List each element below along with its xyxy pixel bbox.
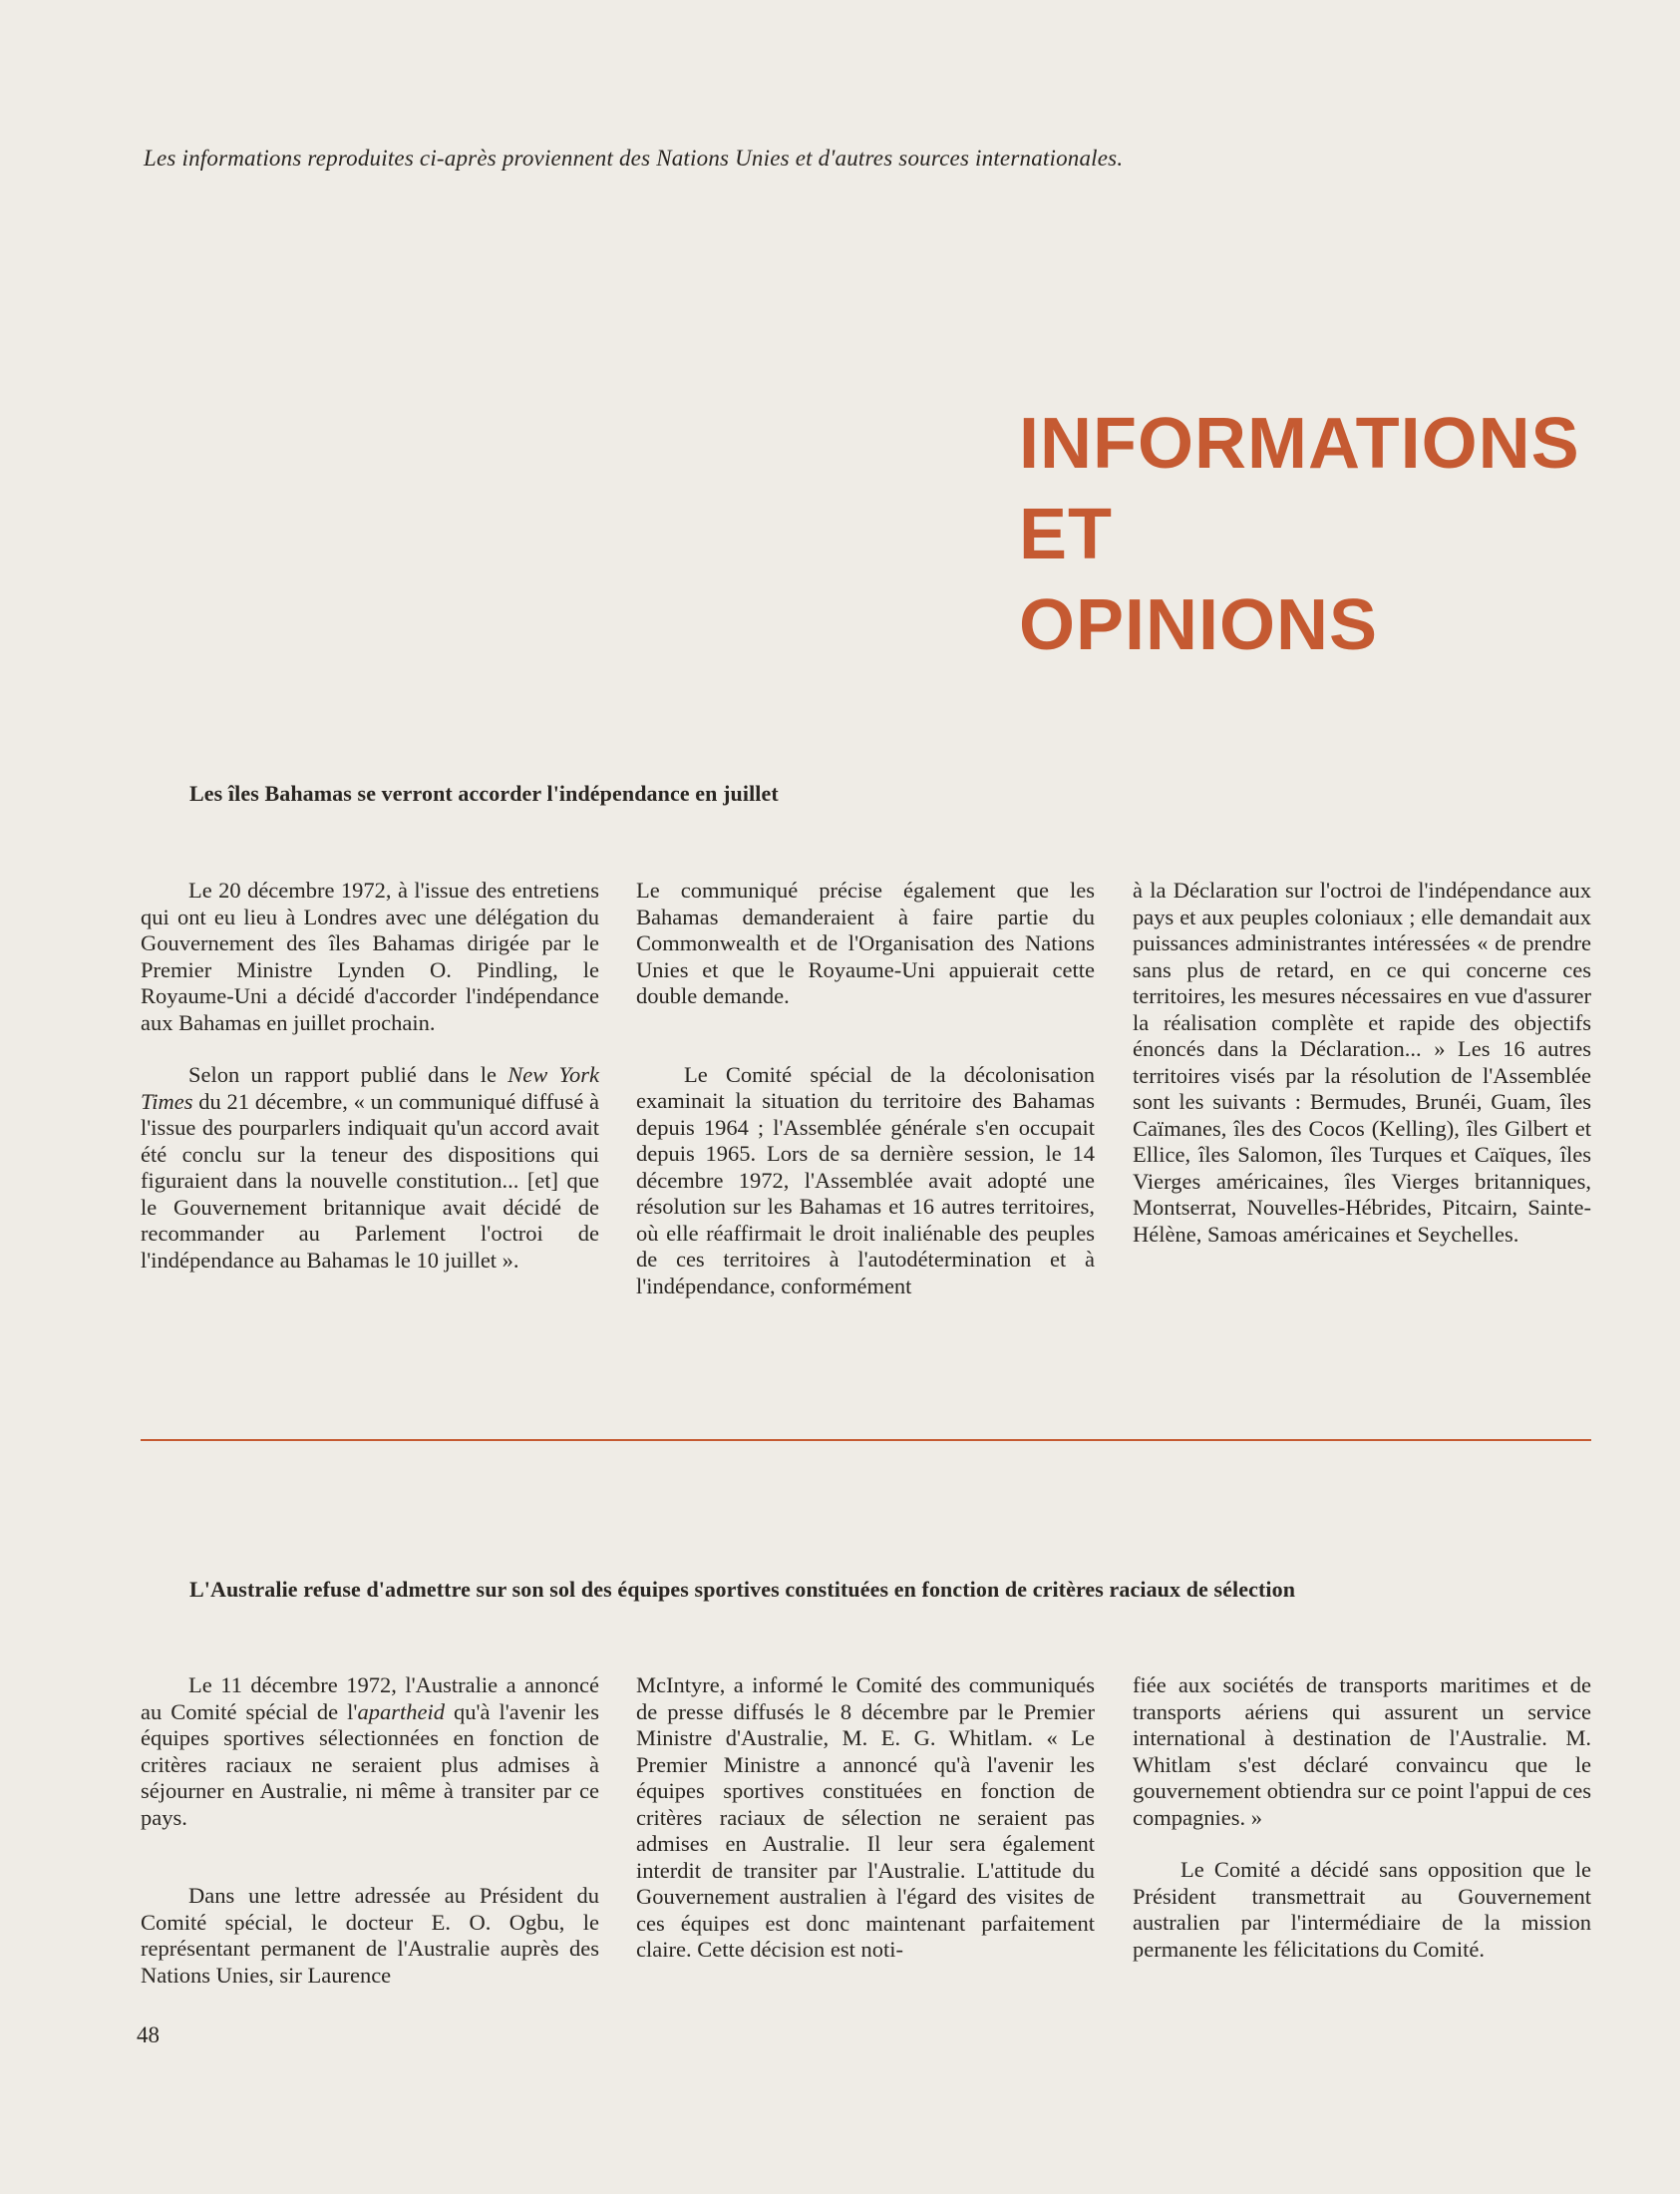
article-1-paragraph: Le 20 décembre 1972, à l'issue des entretiens qui ont eu lieu à Londres avec une délégation du Gouvernement des îles Bahamas dirigée par le Premier Ministre Lynden O. Pindling, le Royaume-Uni a décidé d'accorder l'indépendance aux Bahamas en juillet prochain. [141, 878, 599, 1035]
article-2-column-2 [636, 1672, 1095, 1964]
page-title-line-2: ET [1019, 495, 1114, 574]
article-1-column-3 [1133, 878, 1591, 1248]
article-2-paragraph: Le 11 décembre 1972, l'Australie a annoncé au Comité spécial de l'apartheid qu'à l'avenir les équipes sportives sélectionnées en fonction de critères raciaux ne seraient plus admises à séjourner en Australie, ni même à transiter par ce pays. [141, 1672, 599, 1830]
article-2-paragraph: Dans une lettre adressée au Président du Comité spécial, le docteur E. O. Ogbu, le représentant permanent de l'Australie auprès des Nations Unies, sir Laurence [141, 1883, 599, 1988]
section-divider [141, 1439, 1591, 1441]
article-1-column-2 [636, 878, 1095, 1299]
article-1-paragraph: à la Déclaration sur l'octroi de l'indépendance aux pays et aux peuples coloniaux ; elle demandait aux puissances administrantes intéressées « de prendre sans plus de retard, en ce qui concerne ces territoires, les mesures nécessaires en vue d'assurer la réalisation complète et rapide des objectifs énoncés dans la Déclaration... » Les 16 autres territoires visés par la résolution de l'Assemblée sont les suivants : Bermudes, Brunéi, Guam, îles Caïmanes, îles des Cocos (Kelling), îles Gilbert et Ellice, îles Salomon, îles Turques et Caïques, îles Vierges américaines, îles Vierges britanniques, Montserrat, Nouvelles-Hébrides, Pitcairn, Sainte-Hélène, Samoas américaines et Seychelles. [1133, 878, 1591, 1247]
article-2-column-1 [141, 1672, 599, 1989]
page-number: 48 [137, 2022, 160, 2047]
article-2-heading: L'Australie refuse d'admettre sur son sol des équipes sportives constituées en fonction de critères raciaux de sélection [189, 1577, 1296, 1602]
page-title [1019, 399, 1580, 671]
article-2-paragraph: fiée aux sociétés de transports maritimes et de transports aériens qui assurent un service international à destination de l'Australie. M. Whitlam s'est déclaré convaincu que le gouvernement obtiendra sur ce point l'appui de ces compagnies. » [1133, 1672, 1591, 1830]
article-1-paragraph: Le Comité spécial de la décolonisation examinait la situation du territoire des Bahamas depuis 1964 ; l'Assemblée générale s'en occupait depuis 1965. Lors de sa dernière session, le 14 décembre 1972, l'Assemblée avait adopté une résolution sur les Bahamas et 16 autres territoires, où elle réaffirmait le droit inaliénable des peuples de ces territoires à l'autodétermination et à l'indépendance, conformément [636, 1061, 1095, 1298]
article-2-paragraph: McIntyre, a informé le Comité des communiqués de presse diffusés le 8 décembre par le Premier Ministre d'Australie, M. E. G. Whitlam. « Le Premier Ministre a annoncé qu'à l'avenir les équipes sportives constituées en fonction de critères raciaux de sélection ne seraient pas admises en Australie. Il leur sera également interdit de transiter par l'Australie. L'attitude du Gouvernement australien à l'égard des visites de ces équipes est donc maintenant parfaitement claire. Cette décision est noti- [636, 1672, 1095, 1962]
intro-note: Les informations reproduites ci-après proviennent des Nations Unies et d'autres sources internationales. [144, 146, 1124, 171]
article-1-heading: Les îles Bahamas se verront accorder l'indépendance en juillet [189, 781, 779, 806]
article-1-column-1 [141, 878, 599, 1274]
article-2-column-3 [1133, 1672, 1591, 1963]
page-title-line-1: INFORMATIONS [1019, 404, 1580, 484]
article-1-paragraph: Selon un rapport publié dans le New York Times du 21 décembre, « un communiqué diffusé à l'issue des pourparlers indiquait qu'un accord avait été conclu sur la teneur des dispositions qui figuraient dans la nouvelle constitution... [et] que le Gouvernement britannique avait décidé de recommander au Parlement l'octroi de l'indépendance au Bahamas le 10 juillet ». [141, 1062, 599, 1273]
article-2-paragraph: Le Comité a décidé sans opposition que le Président transmettrait au Gouvernement australien par l'intermédiaire de la mission permanente les félicitations du Comité. [1133, 1857, 1591, 1962]
page-title-line-3: OPINIONS [1019, 585, 1379, 665]
article-1-paragraph: Le communiqué précise également que les Bahamas demanderaient à faire partie du Commonwealth et de l'Organisation des Nations Unies et que le Royaume-Uni appuierait cette double demande. [636, 878, 1095, 1008]
